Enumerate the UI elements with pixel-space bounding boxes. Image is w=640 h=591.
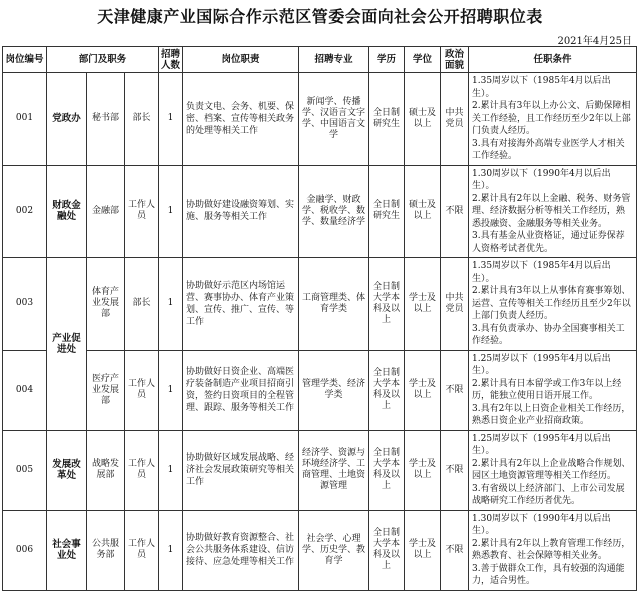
cell-duty: 协助做好示范区内场馆运营、赛事协办、体育产业策划、宣传、推广、宣传、等工作: [183, 258, 299, 351]
cell-position: 工作人员: [125, 430, 159, 510]
header-dept-pos: 部门及职务: [47, 47, 159, 73]
cell-degree: 学士及以上: [405, 510, 441, 590]
cell-edu: 全日制大学本科及以上: [369, 430, 405, 510]
cell-sub-dept: 公共服务部: [87, 510, 125, 590]
cell-req: [469, 350, 637, 430]
cell-count: 1: [159, 510, 183, 590]
cell-duty: 协助做好日资企业、高端医疗装备制造产业项目招商引资，签约日资项目的全程管理、跟踪、服务等相关工作: [183, 350, 299, 430]
cell-position: 工作人员: [125, 510, 159, 590]
cell-duty: 协助做好教育资源整合、社会公共服务体系建设、信访接待、应急处理等相关工作: [183, 510, 299, 590]
cell-edu: 全日制研究生: [369, 73, 405, 166]
req-line: 2.累计具有2年以上教育管理工作经历，熟悉教育、社会保障等相关业务。: [472, 538, 631, 561]
table-row: [3, 350, 637, 430]
req-line: 3.具有负责承办、协办全国赛事相关工作经验。: [472, 323, 625, 346]
cell-major: 经济学、资源与环境经济学、工商管理、土地资源管理: [299, 430, 369, 510]
header-duty: 岗位职责: [183, 47, 299, 73]
req-line: 2.累计具有2年以上金融、税务、财务管理、经济数据分析等相关工作经历，熟悉投融资、金融服务等相关业务。: [472, 193, 631, 229]
req-line: 2.累计具有3年以上从事体育赛事筹划、运营、宣传等相关工作经历且至少2年以上部门负责人经历。: [472, 286, 631, 321]
cell-position: 部长: [125, 73, 159, 166]
cell-id: 006: [3, 510, 47, 590]
cell-req: [469, 73, 637, 166]
table-row: [3, 73, 637, 166]
header-major: 招聘专业: [299, 47, 369, 73]
cell-req: [469, 258, 637, 351]
table-row: [3, 430, 637, 510]
cell-edu: 全日制大学本科及以上: [369, 350, 405, 430]
req-line: 3.有省级以上经济部门、上市公司发展战略研究工作经历者优先。: [472, 483, 625, 506]
cell-major: 管理学类、经济学类: [299, 350, 369, 430]
cell-sub-dept: 体育产业发展部: [87, 258, 125, 351]
header-degree: 学位: [405, 47, 441, 73]
req-line: 3.善于做群众工作，具有较强的沟通能力，适合男性。: [472, 563, 625, 586]
cell-major: 新闻学、传播学、汉语言文字学、中国语言文学: [299, 73, 369, 166]
cell-id: 003: [3, 258, 47, 351]
cell-politics: 不限: [441, 165, 469, 258]
cell-position: 工作人员: [125, 350, 159, 430]
cell-id: 005: [3, 430, 47, 510]
cell-edu: 全日制研究生: [369, 165, 405, 258]
req-line: 2.累计具有3年以上办公文、后勤保障相关工作经验，且工作经历至少2年以上部门负责人经历。: [472, 101, 631, 136]
cell-major: 工商管理类、体育学类: [299, 258, 369, 351]
cell-count: 1: [159, 165, 183, 258]
page-title: 天津健康产业国际合作示范区管委会面向社会公开招聘职位表: [97, 7, 543, 26]
req-line: 1.35周岁以下（1985年4月以后出生）。: [472, 261, 611, 284]
cell-req: [469, 510, 637, 590]
cell-count: 1: [159, 350, 183, 430]
cell-dept: 社会事业处: [47, 510, 87, 590]
cell-req: [469, 430, 637, 510]
cell-count: 1: [159, 258, 183, 351]
cell-politics: 不限: [441, 430, 469, 510]
req-line: 1.30周岁以下（1990年4月以后出生）。: [472, 168, 611, 191]
cell-req: [469, 165, 637, 258]
cell-position: 部长: [125, 258, 159, 351]
cell-degree: 硕士及以上: [405, 73, 441, 166]
cell-degree: 学士及以上: [405, 430, 441, 510]
req-line: 1.25周岁以下（1995年4月以后出生）。: [472, 353, 611, 376]
header-req: 任职条件: [469, 47, 637, 73]
cell-sub-dept: 医疗产业发展部: [87, 350, 125, 430]
cell-degree: 学士及以上: [405, 350, 441, 430]
req-line: 2.累计具有2年以上企业战略合作规划、园区土地资源管理等相关工作经历。: [472, 458, 631, 481]
cell-duty: 协助做好区域发展战略、经济社会发展政策研究等相关工作: [183, 430, 299, 510]
cell-count: 1: [159, 73, 183, 166]
cell-duty: 负责文电、会务、机要、保密、档案、宣传等相关政务的处理等相关工作: [183, 73, 299, 166]
req-line: 3.具有2年以上日资企业相关工作经历，熟悉日资企业产业招商政策。: [472, 403, 631, 426]
cell-sub-dept: 战略发展部: [87, 430, 125, 510]
cell-sub-dept: 金融部: [87, 165, 125, 258]
cell-edu: 全日制大学本科及以上: [369, 510, 405, 590]
cell-major: 社会学、心理学、历史学、教育学: [299, 510, 369, 590]
cell-politics: 不限: [441, 350, 469, 430]
header-politics: 政治面貌: [441, 47, 469, 73]
publish-date: 2021年4月25日: [557, 36, 632, 47]
header-row: [3, 47, 637, 73]
cell-dept: 党政办: [47, 73, 87, 166]
req-line: 3.具有基金从业资格证，通过证券保荐人资格考试者优先。: [472, 231, 625, 254]
cell-count: 1: [159, 430, 183, 510]
table-row: [3, 165, 637, 258]
cell-dept: 发展改革处: [47, 430, 87, 510]
cell-dept: 财政金融处: [47, 165, 87, 258]
cell-dept: 产业促进处: [47, 258, 87, 431]
req-line: 3.具有对接海外高端专业医学人才相关工作经验。: [472, 138, 625, 161]
cell-politics: 中共党员: [441, 258, 469, 351]
req-line: 1.30周岁以下（1990年4月以后出生）。: [472, 513, 611, 536]
header-count: 招聘人数: [159, 47, 183, 73]
cell-id: 002: [3, 165, 47, 258]
cell-politics: 中共党员: [441, 73, 469, 166]
table-row: [3, 258, 637, 351]
cell-sub-dept: 秘书部: [87, 73, 125, 166]
req-line: 1.35周岁以下（1985年4月以后出生）。: [472, 76, 611, 99]
cell-politics: 不限: [441, 510, 469, 590]
cell-position: 工作人员: [125, 165, 159, 258]
table-row: [3, 510, 637, 590]
positions-table: [2, 46, 637, 591]
cell-degree: 硕士及以上: [405, 165, 441, 258]
cell-degree: 学士及以上: [405, 258, 441, 351]
cell-id: 001: [3, 73, 47, 166]
cell-duty: 协助做好建设融资筹划、实施、服务等相关工作: [183, 165, 299, 258]
req-line: 2.累计具有日本留学或工作3年以上经历，能独立使用日语开展工作。: [472, 378, 622, 401]
cell-edu: 全日制大学本科及以上: [369, 258, 405, 351]
header-id: 岗位编号: [3, 47, 47, 73]
cell-id: 004: [3, 350, 47, 430]
header-edu: 学历: [369, 47, 405, 73]
req-line: 1.25周岁以下（1995年4月以后出生）。: [472, 433, 611, 456]
cell-major: 金融学、财政学、税收学、数学、数量经济学: [299, 165, 369, 258]
